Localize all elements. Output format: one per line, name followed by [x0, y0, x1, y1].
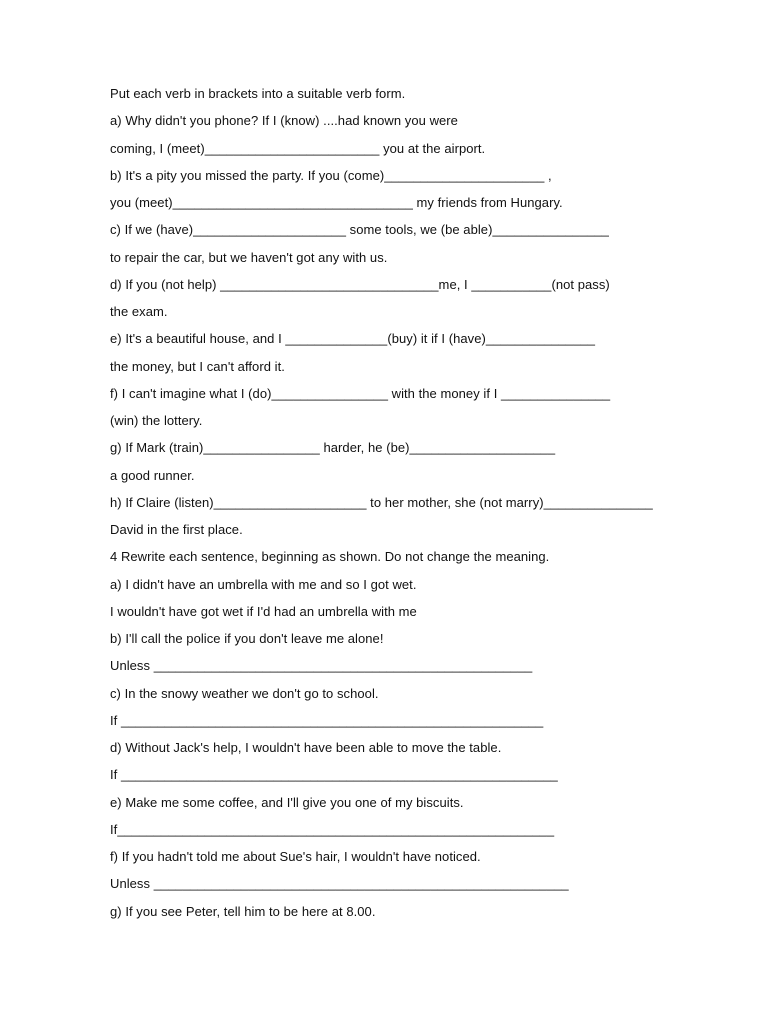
- exercise-line: you (meet)_________________________________ my friends from Hungary.: [110, 195, 563, 210]
- exercise-line: a) I didn't have an umbrella with me and so I got wet.: [110, 576, 417, 592]
- exercise-line: d) Without Jack's help, I wouldn't have been able to move the table.: [110, 740, 502, 755]
- exercise-line: c) In the snowy weather we don't go to school.: [110, 685, 379, 701]
- exercise-line: the exam.: [110, 304, 168, 319]
- exercise-line: to repair the car, but we haven't got any with us.: [110, 249, 388, 265]
- exercise-line: e) Make me some coffee, and I'll give you one of my biscuits.: [110, 794, 464, 810]
- exercise-line: d) If you (not help) ______________________________me, I ___________(not pass): [110, 276, 610, 292]
- exercise-line: the money, but I can't afford it.: [110, 358, 285, 374]
- exercise-line: If____________________________________________________________: [110, 821, 555, 837]
- exercise-line: David in the first place.: [110, 522, 243, 537]
- exercise-line: Unless ____________________________________________________: [110, 658, 533, 674]
- exercise-line: f) If you hadn't told me about Sue's hair, I wouldn't have noticed.: [110, 849, 481, 864]
- exercise-line: (win) the lottery.: [110, 413, 203, 428]
- instruction-line: Put each verb in brackets into a suitable verb form.: [110, 86, 406, 101]
- exercise-line: a good runner.: [110, 467, 195, 483]
- exercise-line: Unless _________________________________________________________: [110, 876, 569, 892]
- exercise-line: I wouldn't have got wet if I'd had an umbrella with me: [110, 603, 417, 619]
- worksheet-lines: [110, 85, 750, 930]
- exercise-line: b) I'll call the police if you don't leave me alone!: [110, 631, 384, 646]
- exercise-line: b) It's a pity you missed the party. If you (come)______________________ ,: [110, 167, 552, 183]
- exercise-line: g) If you see Peter, tell him to be here at 8.00.: [110, 903, 376, 919]
- exercise-line: If ____________________________________________________________: [110, 767, 558, 783]
- exercise-line: coming, I (meet)________________________ you at the airport.: [110, 140, 486, 156]
- exercise-line: e) It's a beautiful house, and I ______________(buy) it if I (have)_______________: [110, 331, 596, 347]
- exercise-line: g) If Mark (train)________________ harder, he (be)____________________: [110, 440, 556, 456]
- exercise-line: h) If Claire (listen)_____________________ to her mother, she (not marry)_______________: [110, 494, 653, 510]
- section-heading: 4 Rewrite each sentence, beginning as shown. Do not change the meaning.: [110, 549, 550, 565]
- exercise-line: c) If we (have)_____________________ some tools, we (be able)________________: [110, 222, 609, 238]
- exercise-line: f) I can't imagine what I (do)________________ with the money if I _______________: [110, 385, 611, 401]
- exercise-line: If __________________________________________________________: [110, 712, 544, 728]
- exercise-line: a) Why didn't you phone? If I (know) ....had known you were: [110, 113, 458, 129]
